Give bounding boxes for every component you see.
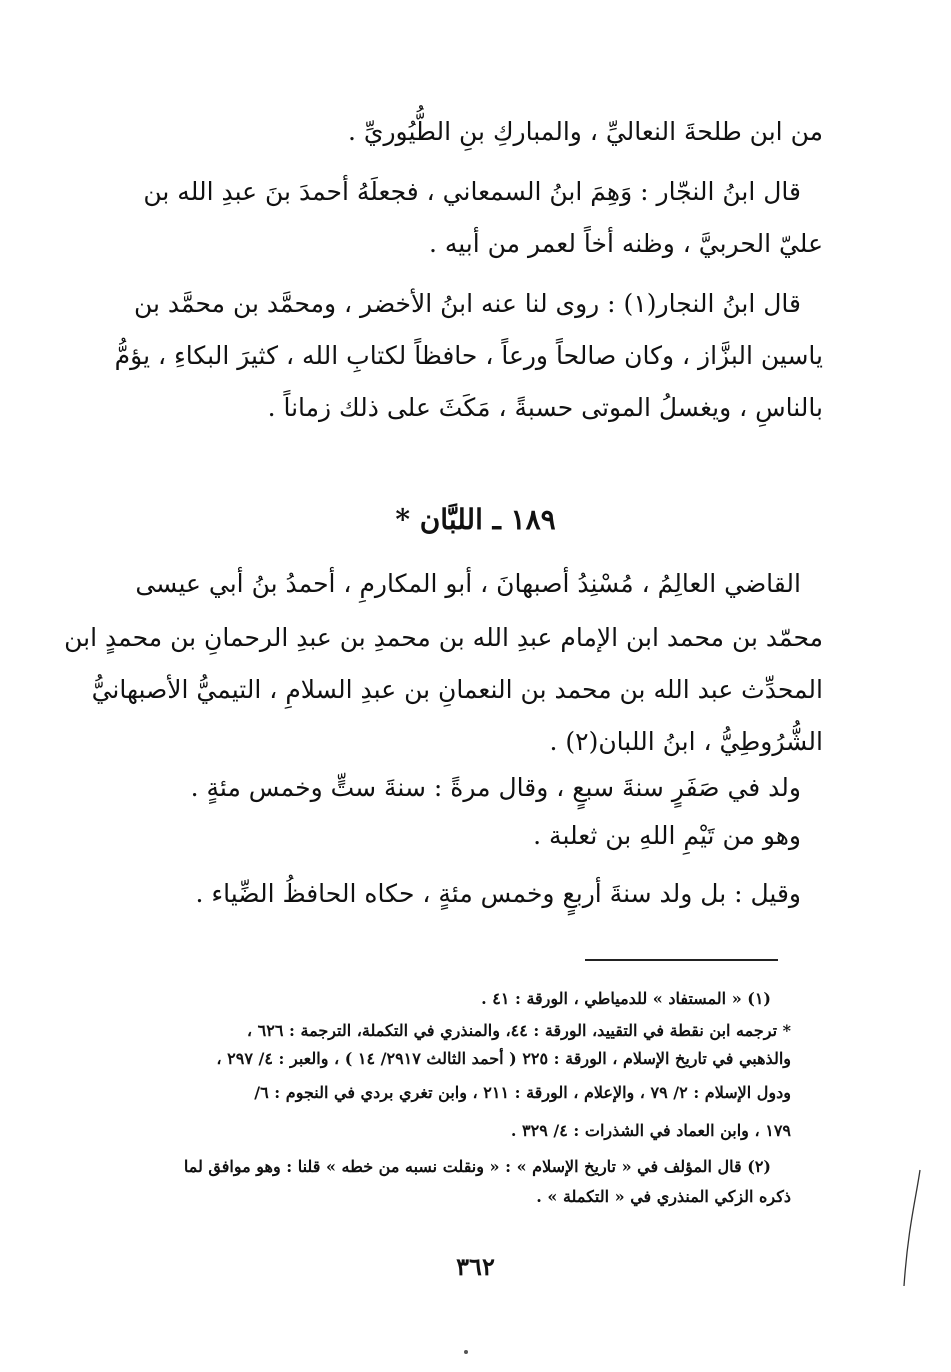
footnote-star-line-1: * ترجمه ابن نقطة في التقييد، الورقة : ٤٤، والمنذري في التكملة، الترجمة : ٦٢٦ ، (246, 1021, 791, 1040)
body-line-5: ياسين البزَّاز ، وكان صالحاً ورعاً ، حافظاً لكتابِ الله ، كثيرَ البكاءِ ، يؤمُّ (114, 341, 823, 370)
page-number: ٣٦٢ (456, 1252, 495, 1281)
entry-line-5: ولد في صَفَرٍ سنةَ سبعٍ ، وقال مرةً : سنةَ ستٍّ وخمس مئةٍ . (190, 773, 801, 802)
entry-line-3: المحدِّث عبد الله بن محمد بن النعمانِ بن عبدِ السلامِ ، التيميُّ الأصبهانيُّ (91, 675, 823, 704)
body-line-3: عليّ الحربيَّ ، وظنه أخاً لعمر من أبيه . (428, 229, 823, 258)
footnote-2-line-1: (٢) قال المؤلف في « تاريخ الإسلام » : « ونقلت نسبه من خطه » قلنا : وهو موافق لما (183, 1157, 771, 1176)
footnote-star-line-2: والذهبي في تاريخ الإسلام ، الورقة : ٢٢٥ ( أحمد الثالث ٢٩١٧/ ١٤ ) ، والعبر : ٤/ ٢٩٧ ، (216, 1049, 791, 1068)
body-line-6: بالناسِ ، ويغسلُ الموتى حسبةً ، مَكَثَ على ذلك زماناً . (267, 393, 823, 422)
footnote-1: (١) « المستفاد » للدمياطي ، الورقة : ٤١ . (481, 989, 771, 1008)
footnote-separator (585, 959, 778, 961)
body-line-2: قال ابنُ النجّار : وَهِمَ ابنُ السمعاني ، فجعلَهُ أحمدَ بنَ عبدِ الله بن (143, 177, 801, 206)
entry-title: ١٨٩ ـ اللبَّان * (395, 503, 556, 536)
entry-line-2: محمّد بن محمد ابن الإمام عبدِ الله بن محمدِ بن عبدِ الرحمانِ بن محمدٍ ابن (64, 623, 823, 652)
entry-line-1: القاضي العالِمُ ، مُسْنِدُ أصبهانَ ، أبو المكارمِ ، أحمدُ بنُ أبي عيسى (135, 569, 801, 598)
footnote-star-line-3: ودول الإسلام : ٢/ ٧٩ ، والإعلام ، الورقة : ٢١١ ، وابن تغري بردي في النجوم : ٦/ (254, 1083, 791, 1102)
entry-line-7: وقيل : بل ولد سنةَ أربعٍ وخمس مئةٍ ، حكاه الحافظُ الضِّياء . (195, 879, 801, 908)
footnote-2-line-2: ذكره الزكي المنذري في « التكملة » . (536, 1187, 791, 1206)
entry-line-6: وهو من تَيْمِ اللهِ بن ثعلبة . (533, 821, 801, 850)
body-line-4: قال ابنُ النجار(١) : روى لنا عنه ابنُ الأخضر ، ومحمَّد بن محمَّد بن (133, 289, 801, 318)
body-line-1: من ابن طلحةَ النعاليِّ ، والمباركِ بنِ الطُّيُوريِّ . (348, 117, 823, 146)
pen-stroke-mark (898, 1168, 928, 1288)
scan-dot-mark (464, 1350, 468, 1354)
footnote-star-line-4: ١٧٩ ، وابن العماد في الشذرات : ٤/ ٣٢٩ . (510, 1121, 791, 1140)
entry-line-4: الشُّرُوطِيُّ ، ابنُ اللبان(٢) . (549, 727, 823, 756)
